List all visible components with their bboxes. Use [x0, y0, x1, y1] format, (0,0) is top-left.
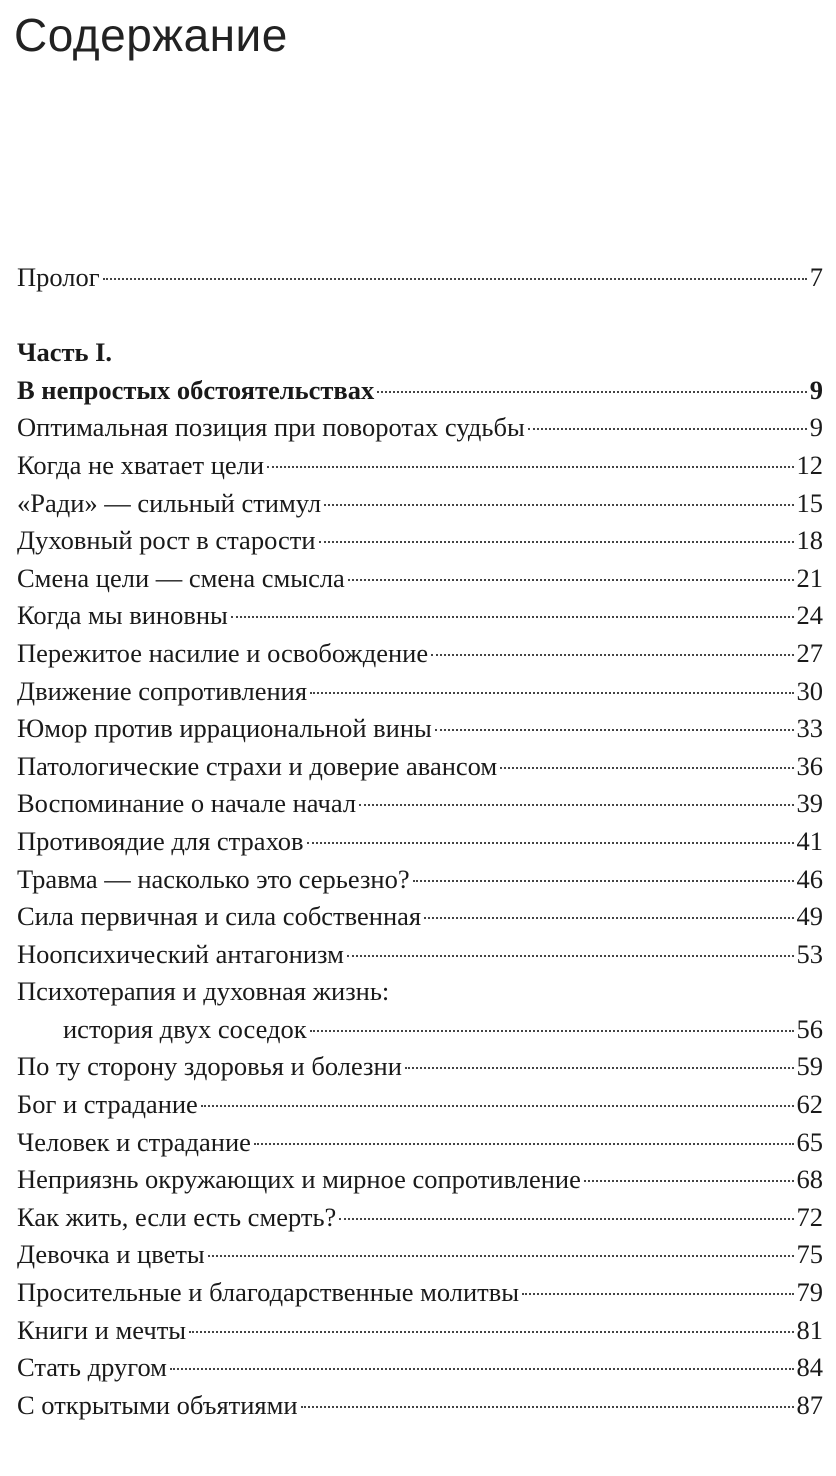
toc-entry-page: 75 — [796, 1239, 823, 1270]
toc-entry[interactable] — [17, 1199, 823, 1237]
toc-entry-title: Движение сопротивления — [17, 675, 308, 706]
toc-entry[interactable] — [17, 1312, 823, 1350]
toc-entry[interactable] — [17, 710, 823, 748]
dot-leader — [424, 917, 793, 919]
dot-leader — [208, 1255, 794, 1257]
toc-entry-title: Когда не хватает цели — [17, 449, 265, 480]
toc-entry[interactable] — [17, 673, 823, 711]
dot-leader — [189, 1331, 793, 1333]
dot-leader — [310, 692, 793, 694]
dot-leader — [500, 767, 793, 769]
toc-entry-page: 7 — [809, 262, 823, 292]
toc-entry[interactable] — [17, 898, 823, 936]
toc-entry-page: 65 — [796, 1126, 823, 1157]
toc-entry-title: Неприязнь окружающих и мирное сопротивление — [17, 1164, 581, 1195]
dot-leader — [170, 1368, 794, 1370]
toc-entry-title: Стать другом — [17, 1352, 167, 1383]
toc-entry-page: 12 — [796, 449, 823, 480]
dot-leader — [324, 504, 793, 506]
toc-entry-page: 41 — [796, 825, 823, 856]
toc-entry-page: 39 — [796, 788, 823, 819]
toc-entry-page: 46 — [796, 863, 823, 894]
dot-leader — [319, 541, 794, 543]
toc-entry-title: Ноопсихический антагонизм — [17, 938, 344, 969]
toc-entry-page: 72 — [796, 1201, 823, 1232]
toc-entry-title: В непростых обстоятельствах — [17, 374, 375, 405]
toc-entry-page: 84 — [796, 1352, 823, 1383]
dot-leader — [347, 955, 794, 957]
dot-leader — [359, 804, 793, 806]
dot-leader — [301, 1406, 794, 1408]
toc-entry-title: Оптимальная позиция при поворотах судьбы — [17, 412, 525, 443]
toc-entry-page: 87 — [796, 1389, 823, 1420]
toc-entry-page: 9 — [809, 374, 823, 405]
toc-entry-title: Травма — насколько это серьезно? — [17, 863, 410, 894]
dot-leader — [267, 466, 793, 468]
toc-entry-page: 79 — [796, 1277, 823, 1308]
toc-entry-title: Патологические страхи и доверие авансом — [17, 750, 498, 781]
toc-entry-page: 24 — [796, 600, 823, 631]
toc-entry-page: 68 — [796, 1164, 823, 1195]
toc-entry[interactable] — [17, 785, 823, 823]
toc-entry-title: Духовный рост в старости — [17, 525, 316, 556]
toc-entry-title: Книги и мечты — [17, 1314, 187, 1345]
toc-entry[interactable] — [17, 522, 823, 560]
dot-leader — [522, 1293, 793, 1295]
toc-entry-page: 59 — [796, 1051, 823, 1082]
dot-leader — [103, 278, 807, 280]
toc-entry[interactable] — [17, 560, 823, 598]
toc-entry-split-line1[interactable]: Психотерапия и духовная жизнь: — [17, 976, 390, 1007]
toc-entry-title: Юмор против иррациональной вины — [17, 713, 432, 744]
toc-entry-title: Смена цели — смена смысла — [17, 562, 345, 593]
dot-leader — [310, 1030, 794, 1032]
toc-entry-page: 27 — [796, 637, 823, 668]
toc-entry-page: 15 — [796, 487, 823, 518]
toc-entry-title: Пережитое насилие и освобождение — [17, 637, 429, 668]
toc-entry-title: Просительные и благодарственные молитвы — [17, 1277, 520, 1308]
dot-leader — [528, 428, 807, 430]
part-label: Часть I. — [17, 337, 113, 368]
dot-leader — [377, 391, 807, 393]
toc-entry-page: 81 — [796, 1314, 823, 1345]
dot-leader — [201, 1105, 794, 1107]
toc-entries-group — [17, 1048, 823, 1424]
dot-leader — [584, 1180, 794, 1182]
page-title: Содержание — [14, 9, 288, 61]
toc-entry[interactable] — [17, 1048, 823, 1086]
toc-entry[interactable] — [17, 409, 823, 447]
toc-entry-title: история двух соседок — [63, 1013, 307, 1044]
toc-entry[interactable] — [17, 1161, 823, 1199]
toc-entry[interactable] — [17, 1387, 823, 1425]
toc-entry-title: Когда мы виновны — [17, 600, 228, 631]
toc-entry-page: 21 — [796, 562, 823, 593]
dot-leader — [307, 842, 794, 844]
toc-entry[interactable] — [17, 748, 823, 786]
toc-entry-prolog[interactable] — [17, 259, 823, 297]
toc-entry[interactable] — [17, 1274, 823, 1312]
toc-entry[interactable] — [17, 1236, 823, 1274]
dot-leader — [435, 729, 794, 731]
toc-entry-title: Сила первичная и сила собственная — [17, 901, 422, 932]
dot-leader — [254, 1143, 794, 1145]
dot-leader — [431, 654, 793, 656]
toc-entry-page: 33 — [796, 713, 823, 744]
toc-entry-page: 49 — [796, 901, 823, 932]
toc-entry[interactable] — [17, 861, 823, 899]
toc-entry[interactable] — [17, 823, 823, 861]
toc-entry[interactable] — [17, 635, 823, 673]
toc-entry[interactable] — [17, 597, 823, 635]
table-of-contents — [17, 259, 823, 1424]
dot-leader — [413, 880, 794, 882]
dot-leader — [339, 1218, 793, 1220]
spacer — [17, 297, 823, 335]
toc-entry[interactable] — [17, 447, 823, 485]
toc-entry[interactable] — [17, 936, 823, 974]
toc-entry-title: Человек и страдание — [17, 1126, 251, 1157]
toc-entry[interactable] — [17, 1086, 823, 1124]
dot-leader — [231, 616, 794, 618]
toc-entry-title: С открытыми объятиями — [17, 1389, 298, 1420]
toc-entry-title: По ту сторону здоровья и болезни — [17, 1051, 402, 1082]
toc-entry-page: 9 — [809, 412, 823, 443]
toc-entry-split-line2[interactable] — [17, 1011, 823, 1049]
toc-entry[interactable] — [17, 1124, 823, 1162]
toc-entry-page: 36 — [796, 750, 823, 781]
toc-entry-page: 56 — [796, 1013, 823, 1044]
toc-entry-page: 30 — [796, 675, 823, 706]
toc-entry-title: Девочка и цветы — [17, 1239, 205, 1270]
toc-entry-title: Пролог — [17, 262, 100, 292]
toc-entry-page: 53 — [796, 938, 823, 969]
toc-entry-title: Как жить, если есть смерть? — [17, 1201, 337, 1232]
toc-entry-page: 62 — [796, 1089, 823, 1120]
toc-entry[interactable] — [17, 485, 823, 523]
toc-entry-part-title[interactable] — [17, 372, 823, 410]
toc-entry-title: Противоядие для страхов — [17, 825, 304, 856]
toc-entry[interactable] — [17, 1349, 823, 1387]
dot-leader — [348, 579, 794, 581]
dot-leader — [405, 1067, 794, 1069]
toc-entry-title: «Ради» — сильный стимул — [17, 487, 322, 518]
toc-entry-title: Бог и страдание — [17, 1089, 198, 1120]
toc-entries-group — [17, 409, 823, 973]
toc-entry-title: Воспоминание о начале начал — [17, 788, 357, 819]
toc-entry-page: 18 — [796, 525, 823, 556]
